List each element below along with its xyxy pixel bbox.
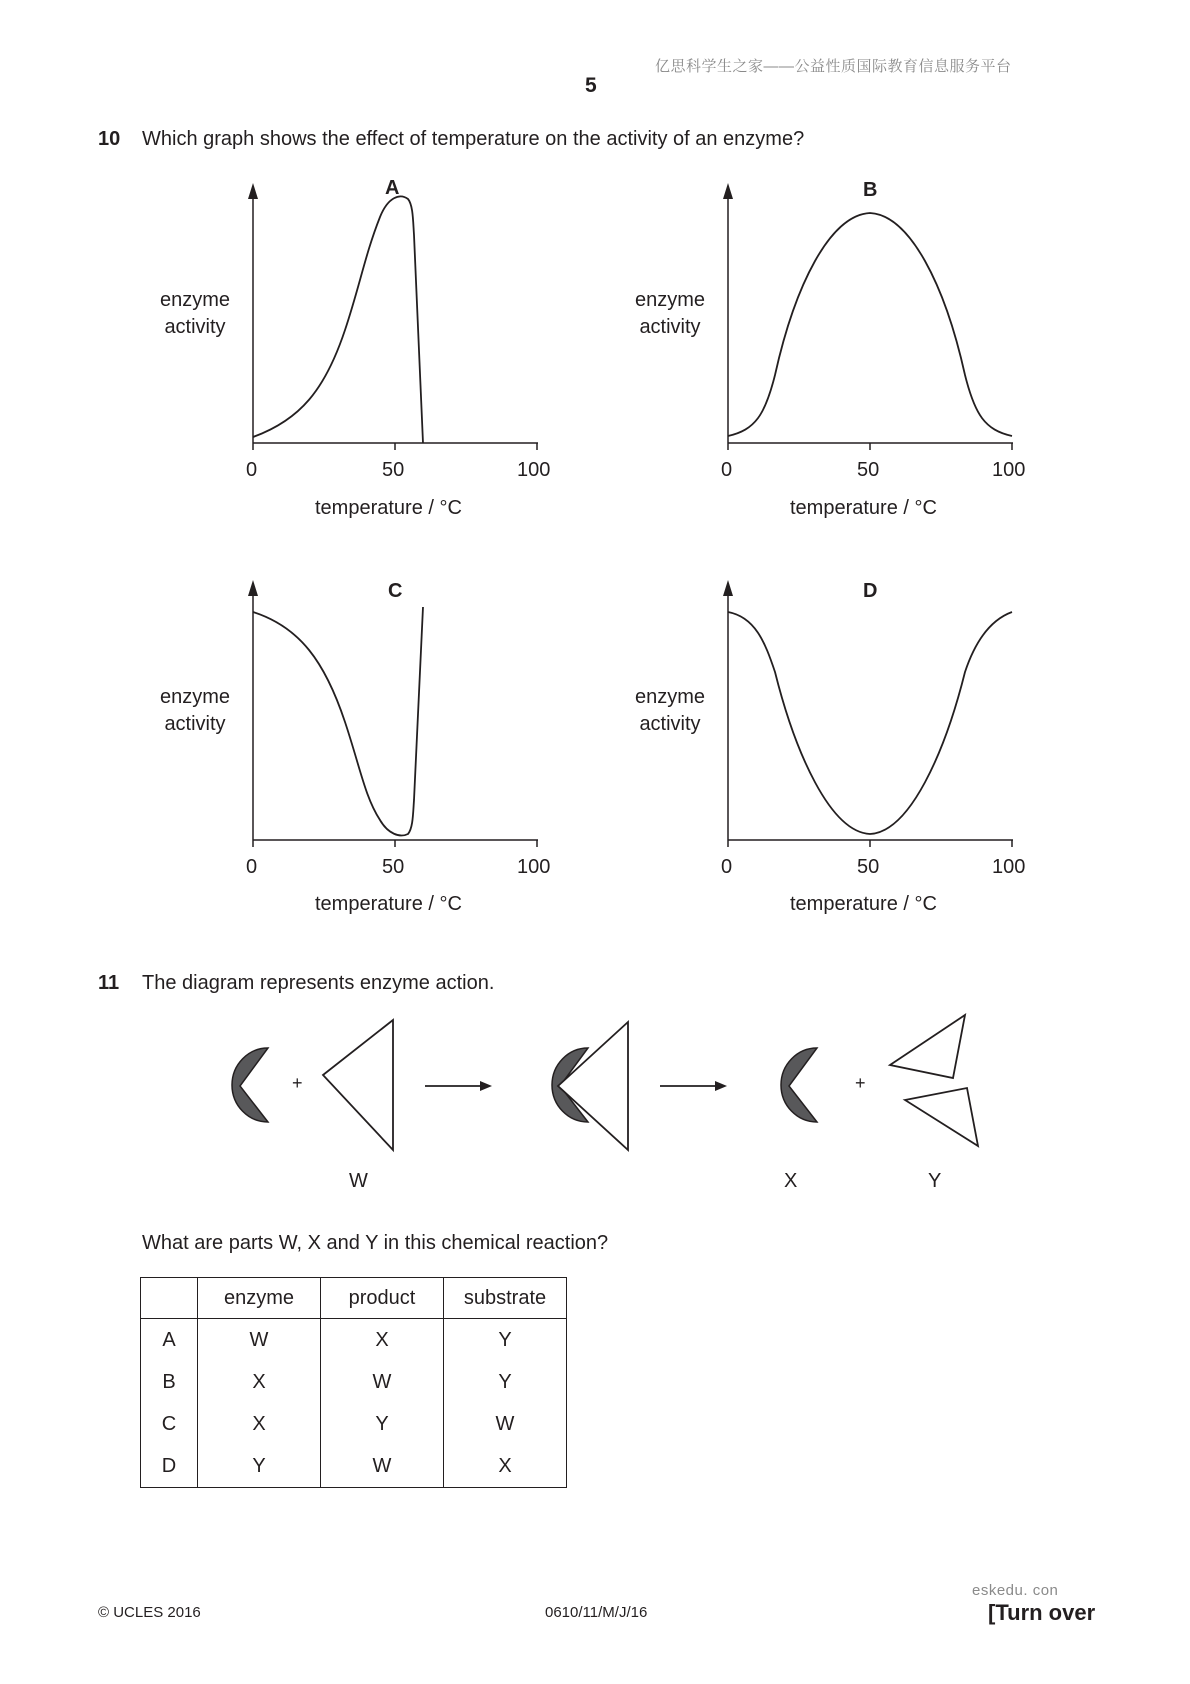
site-watermark: eskedu. con (972, 1582, 1059, 1599)
question-11-text: The diagram represents enzyme action. (142, 972, 495, 994)
table-header-enzyme: enzyme (198, 1278, 321, 1319)
table-cell: Y (444, 1319, 567, 1362)
product-triangle-1 (890, 1015, 965, 1078)
graph-a-xlabel: temperature / °C (315, 497, 462, 519)
graph-c-tick-50: 50 (382, 856, 405, 878)
graph-a-ylabel-line1: enzyme (159, 289, 231, 311)
graph-b-ylabel-line2: activity (639, 316, 701, 338)
complex-triangle (558, 1022, 628, 1150)
graph-a-tick-100: 100 (517, 459, 551, 481)
graph-a-ylabel-line2: activity (164, 316, 226, 338)
graph-c-xlabel: temperature / °C (315, 893, 462, 915)
graph-b-tick-50: 50 (857, 459, 880, 481)
graph-b-ylabel (615, 287, 725, 341)
graph-d-ylabel (615, 684, 725, 738)
graph-b (635, 175, 1055, 535)
label-x: X (784, 1170, 798, 1192)
row-key: C (141, 1403, 198, 1445)
graph-c-ylabel (140, 684, 250, 738)
graph-c-tick-100: 100 (517, 856, 551, 878)
table-cell: X (444, 1445, 567, 1488)
table-cell: Y (198, 1445, 321, 1488)
table-row (141, 1403, 567, 1445)
table-cell: W (321, 1361, 444, 1403)
table-header-substrate: substrate (444, 1278, 567, 1319)
table-header-row (141, 1278, 567, 1319)
graph-d-tick-0: 0 (721, 856, 733, 878)
graph-d-ylabel-line1: enzyme (634, 686, 706, 708)
table-cell: W (321, 1445, 444, 1488)
graph-b-tick-100: 100 (992, 459, 1026, 481)
graph-d-xlabel: temperature / °C (790, 893, 937, 915)
graph-d (635, 572, 1055, 932)
table-cell: X (198, 1361, 321, 1403)
graph-b-ylabel-line1: enzyme (634, 289, 706, 311)
question-10-number: 10 (98, 128, 121, 150)
table-cell: W (444, 1403, 567, 1445)
graph-a-tick-0: 0 (246, 459, 258, 481)
row-key: A (141, 1319, 198, 1362)
table-row (141, 1319, 567, 1362)
copyright: © UCLES 2016 (98, 1604, 201, 1621)
question-11-prompt: What are parts W, X and Y in this chemical reaction? (142, 1232, 609, 1254)
enzyme-shape-1 (232, 1048, 268, 1122)
graph-c-tick-0: 0 (246, 856, 258, 878)
graph-a-letter: A (385, 177, 400, 199)
table-cell: W (198, 1319, 321, 1362)
table-cell: X (321, 1319, 444, 1362)
substrate-triangle (323, 1020, 393, 1150)
table-cell: X (198, 1403, 321, 1445)
graph-d-ylabel-line2: activity (639, 713, 701, 735)
graph-b-xlabel: temperature / °C (790, 497, 937, 519)
row-key: B (141, 1361, 198, 1403)
graph-c (160, 572, 580, 932)
graph-a-tick-50: 50 (382, 459, 405, 481)
graph-b-tick-0: 0 (721, 459, 733, 481)
watermark-text: 亿思科学生之家——公益性质国际教育信息服务平台 (655, 58, 1012, 75)
graph-b-letter: B (863, 179, 878, 201)
plus-sign-2: + (855, 1073, 866, 1093)
graph-d-letter: D (863, 580, 878, 602)
enzyme-shape-3 (781, 1048, 817, 1122)
table-row (141, 1445, 567, 1488)
graph-d-tick-100: 100 (992, 856, 1026, 878)
answer-table (140, 1277, 567, 1488)
question-10-text: Which graph shows the effect of temperature on the activity of an enzyme? (142, 128, 805, 150)
graph-d-tick-50: 50 (857, 856, 880, 878)
graph-a-ylabel (140, 287, 250, 341)
plus-sign-1: + (292, 1073, 303, 1093)
table-cell: Y (321, 1403, 444, 1445)
table-cell: Y (444, 1361, 567, 1403)
row-key: D (141, 1445, 198, 1488)
product-triangle-2 (905, 1088, 978, 1146)
graph-c-ylabel-line2: activity (164, 713, 226, 735)
table-header-product: product (321, 1278, 444, 1319)
page-number: 5 (585, 74, 597, 97)
graph-a (160, 175, 580, 535)
enzyme-action-diagram (190, 1010, 1010, 1190)
paper-code: 0610/11/M/J/16 (545, 1604, 648, 1621)
question-11-number: 11 (98, 972, 120, 994)
label-y: Y (928, 1170, 942, 1192)
turn-over: [Turn over (988, 1600, 1096, 1625)
table-header-empty (141, 1278, 198, 1319)
graph-c-ylabel-line1: enzyme (159, 686, 231, 708)
table-row (141, 1361, 567, 1403)
label-w: W (349, 1170, 368, 1192)
graph-c-letter: C (388, 580, 403, 602)
